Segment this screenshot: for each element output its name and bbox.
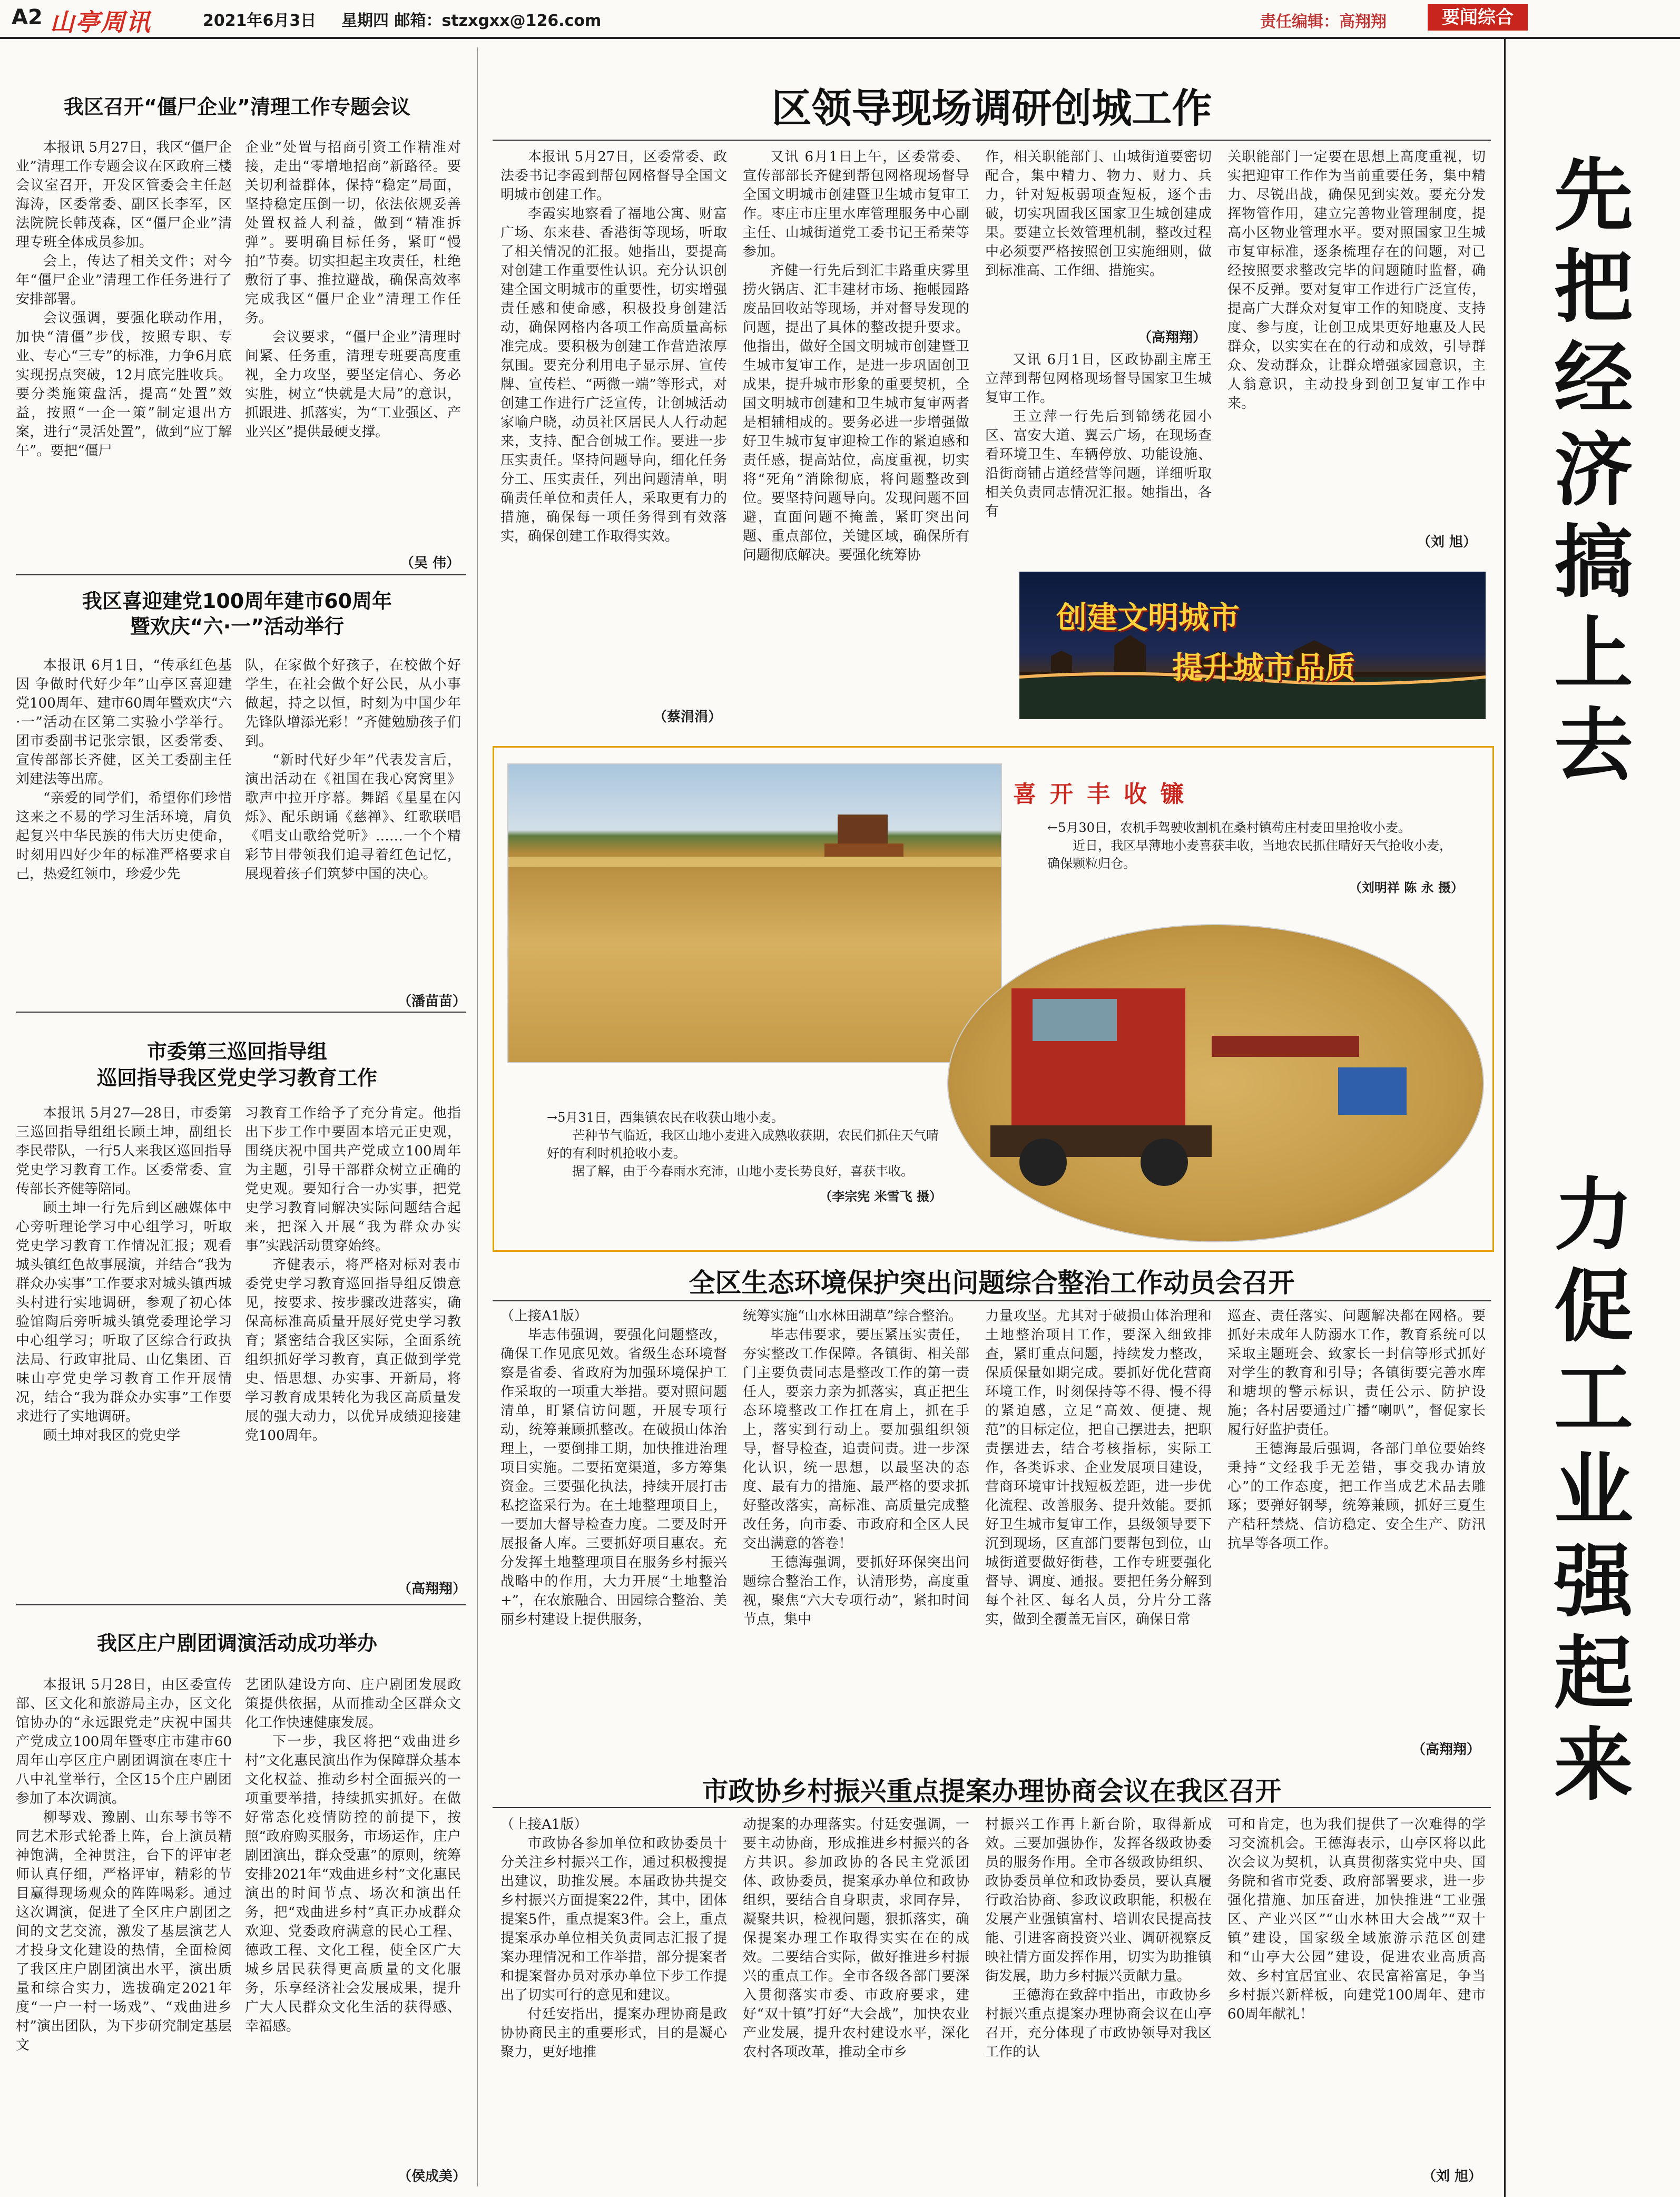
- article-paragraph: 王德海强调，要抓好环保突出问题综合整治工作，认清形势，高度重视，聚焦“六大专项行动”，紧扣时间节点，集中: [743, 1555, 969, 1627]
- article-paragraph: 齐健表示，将严格对标对表市委党史学习教育巡回指导组反馈意见，按要求、按步骤改进落实，确保高标准高质量开展好党史学习教育；紧密结合我区实际，全面系统组织抓好学习教育，真正做到学党史、悟思想、办实事、开新局，将学习教育成果转化为我区高质量发展的强大动力，以优异成绩迎接建党100周年。: [245, 1257, 461, 1444]
- article-paragraph: 作，相关职能部门、山城街道要密切配合，集中精力、物力、财力、兵力，针对短板弱项查短板，逐个击破，切实巩固我区国家卫生城创建成果。要建立长效管理机制，整改过程中必须要严格按照创卫实施细则，做到标准高、工作细、措施实。: [985, 149, 1212, 279]
- caption-text: ←5月30日，农机手驾驶收割机在桑村镇苟庄村麦田里抢收小麦。: [1047, 820, 1411, 835]
- civilization-banner: [1019, 572, 1486, 719]
- article-paragraph: 齐健一行先后到汇丰路重庆雾里捞火锅店、汇丰建材市场、拖帳园路废品回收站等现场，并对督导发现的问题，提出了具体的整改提升要求。他指出，做好全国文明城市创建暨卫生城市复审工作，是进一步巩固创卫成果，提升城市形象的重要契机，全国文明城市创建和卫生城市复审两者是相辅相成的。要务必进一步增强做好卫生城市复审迎检工作的紧迫感和责任感，提高站位，高度重视，切实将“死角”消除彻底，将问题整改到位。要坚持问题导向。发现问题不回避，直面问题不掩盖，紧盯突出问题、重点部位，关键区域，确保所有问题彻底解决。要强化统筹协: [743, 263, 969, 563]
- article-paragraph: 力量攻坚。尤其对于破损山体治理和土地整治项目工作，要深入细致排查，紧盯重点问题，持续发力整改，保质保量如期完成。要抓好优化营商环境工作，时刻保持等不得、慢不得的紧迫感，立足“高效、便捷、规范”的目标定位，把自己摆进去，把职责摆进去，结合考核指标，实际工作，各类诉求、企业发展项目建设，营商环境审计找短板差距，进一步优化流程、改善服务、提升效能。要抓好卫生城市复审工作，县级领导要下沉到现场，区直部门要帮包到位，山城街道要做好街巷，工作专班要强化督导、调度、通报。要把任务分解到每个社区、每名人员，分片分工落实，做到全覆盖无盲区，确保日常: [985, 1308, 1212, 1627]
- caption-2: [547, 1109, 942, 1205]
- article-title: 全区生态环境保护突出问题综合整治工作动员会召开: [689, 1268, 1295, 1298]
- article-subtitle: 巡回指导我区党史学习教育工作: [96, 1066, 377, 1090]
- article-title: 我区喜迎建党100周年建市60周年: [82, 590, 392, 613]
- slogan-column: [1504, 37, 1680, 2197]
- article-column: [743, 1815, 969, 2184]
- article-column: [16, 1104, 232, 1596]
- byline: （蔡涓涓）: [653, 709, 722, 725]
- article-paragraph: 习教育工作给予了充分肯定。他指出下步工作中要固本培元正史观，围绕庆祝中国共产党成立100周年为主题，引导干部群众树立正确的党史观。要知行合一办实事，把党史学习教育同解决实际问题结合起来，把深入开展“我为群众办实事”实践活动贯穿始终。: [245, 1105, 461, 1254]
- banner-line-1: 创建文明城市: [1056, 600, 1240, 635]
- masthead-brand: 山亭周讯: [50, 8, 151, 36]
- byline: （高翔翔）: [1138, 330, 1207, 346]
- article-paragraph: 毕志伟强调，要强化问题整改，确保工作见底见效。省级生态环境督察是省委、省政府为加强环境保护工作采取的一项重大举措。要对照问题清单，盯紧信访问题，开展专项行动，统筹兼顾抓整改。在破损山体治理上，一要倒排工期，加快推进治理项目实施。二要拓宽渠道，多方筹集资金。三要强化执法，持续开展打击私挖盗采行为。在土地整理项目上，一要加大督导检查力度。二要及时开展报备人库。三要抓好项目惠农。充分发挥土地整理项目在服务乡村振兴战略中的作用，大力开展“土地整治+”，在农旅融合、田园综合整治、美丽乡村建设上提供服务，: [500, 1327, 727, 1627]
- article-paragraph: 又讯 6月1日，区政协副主席王立萍到帮包网格现场督导国家卫生城复审工作。: [985, 352, 1212, 406]
- article-title: 市委第三巡回指导组: [146, 1040, 327, 1063]
- byline: （潘苗苗）: [398, 994, 467, 1009]
- harvester-scene: [508, 764, 1001, 1062]
- article-paragraph: 可和肯定，也为我们提供了一次难得的学习交流机会。王德海表示，山亭区将以此次会议为契机，认真贯彻落实党中央、国务院和省市党委、政府部署要求，进一步强化措施、加压奋进，加快推进“工业强区、产业兴区”“山水林田大会战”“双十镇”建设，国家级全域旅游示范区创建和“山亭大公园”建设，促进农业高质高效、乡村宜居宜业、农民富裕富足，争当乡村振兴新样板，向建党100周年、建市60周年献礼！: [1227, 1817, 1486, 2022]
- continued-from: （上接A1版）: [500, 1308, 588, 1324]
- article-paragraph: 村振兴工作再上新台阶，取得新成效。三要加强协作，发挥各级政协委员的服务作用。全市各级政协组织、政协委员单位和政协委员，要认真履行政治协商、参政议政职能，积极在发展产业强镇富村、培训农民提高技能、引进客商投资兴业、调研视察反映社情方面发挥作用，切实为助推镇街发展，助力乡村振兴贡献力量。: [985, 1817, 1212, 1984]
- caption-text: 据了解，由于今春雨水充沛，山地小麦长势良好，喜获丰收。: [572, 1164, 913, 1179]
- article-paragraph: 艺团队建设方向、庄户剧团发展政策提供依据，从而推动全区群众文化工作快速健康发展。: [245, 1677, 461, 1731]
- article-paragraph: 统筹实施“山水林田湖草”综合整治。: [743, 1308, 962, 1324]
- responsible-editor: 责任编辑：高翔翔: [1260, 13, 1387, 31]
- byline: （侯成美）: [398, 2169, 467, 2184]
- article-column: [985, 350, 1212, 546]
- article-paragraph: 下一步，我区将把“戏曲进乡村”文化惠民演出作为保障群众基本文化权益、推动乡村全面振兴的一项重要举措，持续抓实抓好。在做好常态化疫情防控的前提下，按照“政府购买服务，市场运作，庄户剧团演出，群众受惠”的原则，统筹安排2021年“戏曲进乡村”文化惠民演出的时间节点、场次和演出任务，把“戏曲进乡村”真正办成群众欢迎、党委政府满意的民心工程、德政工程、文化工程，使全区广大城乡居民获得更高质量的文化服务，乐享经济社会发展成果，提升广大人民群众文化生活的获得感、幸福感。: [245, 1734, 461, 2034]
- photo-credit: （李宗宪 米雪飞 摄）: [819, 1189, 942, 1204]
- continued-from: （上接A1版）: [500, 1817, 588, 1832]
- article-paragraph: 顾土坤一行先后到区融媒体中心旁听理论学习中心组学习，听取党史学习教育工作情况汇报；观看城头镇红色故事展演，并结合“我为群众办实事”工作要求对城头镇西城头村进行实地调研，参观了初心体验馆陶后旁听城头镇党委理论学习中心组学习；听取了区综合行政执法局、行政审批局、山亿集团、百味山亭党史学习教育工作开展情况，结合“我为群众办实事”工作要求进行了实地调研。: [16, 1200, 232, 1425]
- byline: （高翔翔）: [398, 1581, 467, 1597]
- article-paragraph: 王德海在致辞中指出，市政协乡村振兴重点提案办理协商会议在山亭召开，充分体现了市政协领导对我区工作的认: [985, 1987, 1212, 2060]
- caption-text: 近日，我区早薄地小麦喜获丰收，当地农民抓住晴好天气抢收小麦，确保颗粒归仓。: [1047, 838, 1452, 871]
- article-paragraph: 本报讯 5月27—28日，市委第三巡回指导组组长顾土坤，副组长李民带队，一行5人来我区巡回指导党史学习教育工作。区委常委、宣传部长齐健等陪同。: [16, 1105, 232, 1197]
- divider: [16, 1012, 466, 1013]
- article-column: [1227, 1307, 1486, 1686]
- byline: （吴 伟）: [400, 555, 460, 571]
- article-paragraph: 付廷安指出，提案办理协商是政协协商民主的重要形式，目的是凝心聚力，更好地推: [500, 2006, 727, 2060]
- article-paragraph: 企业”处置与招商引资工作精准对接，走出“零增地招商”新路径。要关切利益群体，保持“稳定”局面，坚持稳定压倒一切，依法依规妥善处置权益人利益，做到“精准拆弹”。要明确目标任务，紧盯“慢拍”节奏。切实担起主攻责任，杜绝敷衍了事、推拉避战，确保高效率完成我区“僵尸企业”清理工作任务。: [245, 140, 461, 326]
- article-column: [500, 1307, 727, 1739]
- article-title: 我区召开“僵尸企业”清理工作专题会议: [64, 95, 410, 119]
- article-column: [245, 1675, 461, 2163]
- article-paragraph: 会议强调，要强化联动作用，加快“清僵”步伐，按照专职、专业、专心“三专”的标准，力争6月底实现拐点突破，12月底完胜收兵。要分类施策盘活，提高“处置”效益，按照“一企一策”制定退出方案，进行“灵活处置”，做到“应丁解午”。要把“僵尸: [16, 310, 232, 459]
- combine-harvester: [948, 925, 1483, 1241]
- article-title: 我区庄户剧团调演活动成功举办: [96, 1632, 377, 1655]
- article-column: [500, 148, 727, 717]
- article-paragraph: 顾土坤对我区的党史学: [43, 1428, 181, 1444]
- banner-line-2: 提升城市品质: [1172, 650, 1356, 685]
- lead-headline: 区领导现场调研创城工作: [771, 85, 1212, 132]
- article-paragraph: 动提案的办理落实。付廷安强调，一要主动协商，形成推进乡村振兴的各方共识。参加政协的各民主党派团体、政协委员，提案承办单位和政协组织，要结合自身职责，求同存异，凝聚共识，检视问题，狠抓落实，确保提案办理工作取得实实在在的成效。二要结合实际，做好推进乡村振兴的重点工作。全市各级各部门要深入贯彻落实市委、市政府要求，建好“双十镇”打好“大会战”，加快农业产业发展，提升农村建设水平，深化农村各项改革，推动全市乡: [743, 1817, 969, 2060]
- byline: （刘 旭）: [1422, 2169, 1482, 2184]
- article-column: [743, 1307, 969, 1739]
- photo-feature-title: 喜开丰收镰: [1013, 781, 1197, 808]
- article-paragraph: 关职能部门一定要在思想上高度重视，切实把迎审工作作为当前重要任务，集中精力、尽锐出战，确保见到实效。要充分发挥物管作用，建立完善物业管理制度，提高小区物业管理水平。要对照国家卫生城市复审标准，逐条梳理存在的问题，对已经按照要求整改完毕的问题随时监督，确保不反弹。要对复审工作进行广泛宣传，提高广大群众对复审工作的知晓度、支持度、参与度，让创卫成果更好地惠及人民群众，以实实在在的行动和成效，引导群众、发动群众，让群众增强家园意识，主人翁意识，主动投身到创卫复审工作中来。: [1227, 149, 1486, 411]
- harvest-photo: [947, 924, 1484, 1242]
- caption-text: 芒种节气临近，我区山地小麦进入成熟收获期，农民们抓住天气晴好的有利时机抢收小麦。: [547, 1128, 939, 1161]
- article-paragraph: 队，在家做个好孩子，在校做个好学生，在社会做个好公民，从小事做起，持之以恒，时刻为中国少年先锋队增添光彩！”齐健勉励孩子们到。: [245, 658, 461, 749]
- article-subtitle: 暨欢庆“六·一”活动举行: [130, 615, 345, 638]
- page-number: A2: [12, 5, 43, 30]
- article-column: [985, 1815, 1212, 2184]
- article-column: [1227, 1815, 1486, 2159]
- article-paragraph: 毕志伟要求，要压紧压实责任，夯实整改工作保障。各镇街、相关部门主要负责同志是整改工作的第一责任人，要亲力亲为抓落实，真正把生态环境整改工作扛在肩上，抓在手上，落实到行动上。要加强组织领导，督导检查，追责问责。进一步深化认识，统一思想，以最坚决的态度、最有力的措施、最严格的要求抓好整改落实，高标准、高质量完成整改任务，向市委、市政府和全区人民交出满意的答卷！: [743, 1327, 969, 1552]
- article-paragraph: “亲爱的同学们，希望你们珍惜这来之不易的学习生活环境，肩负起复兴中华民族的伟大历史使命，时刻用四好少年的标准严格要求自己，热爱红领巾，珍爱少先: [16, 790, 232, 882]
- byline: （刘 旭）: [1417, 534, 1477, 550]
- article-paragraph: 巡查、责任落实、问题解决都在网格。要抓好未成年人防溺水工作，教育系统可以采取主题班会、致家长一封信等形式抓好对学生的教育和引导；各镇街要完善水库和塘坝的警示标识，责任公示、防护设施；各村居要通过广播“喇叭”，督促家长履行好监护责任。: [1227, 1308, 1486, 1438]
- article-paragraph: 李霞实地察看了福地公寓、财富广场、东来巷、香港街等现场，听取了相关情况的汇报。她指出，要提高对创建工作重要性认识。充分认识创建全国文明城市的重要性，切实增强责任感和使命感，积极投身创建活动，确保网格内各项工作高质量高标准完成。要积极为创建工作营造浓厚氛围。要充分利用电子显示屏、宣传牌、宣传栏、“两微一端”等形式，对创建工作进行广泛宣传，让创城活动家喻户晓，动员社区居民人人行动起来，支持、配合创城工作。要进一步压实责任。坚持问题导向，细化任务分工、压实责任，列出问题清单，明确责任单位和责任人，采取更有力的措施，确保每一项任务得到有效落实，确保创建工作取得实效。: [500, 206, 727, 544]
- article-column: [500, 1815, 727, 2184]
- article-column: [16, 656, 232, 999]
- article-title: 市政协乡村振兴重点提案办理协商会议在我区召开: [702, 1776, 1282, 1807]
- article-paragraph: 本报讯 5月27日，我区“僵尸企业”清理工作专题会议在区政府三楼会议室召开，开发区管委会主任赵海涛，区委常委、副区长李军，区法院院长韩茂森，区“僵尸企业”清理专班全体成员参加。: [16, 140, 232, 250]
- caption-text: →5月31日，西集镇农民在收获山地小麦。: [547, 1110, 784, 1125]
- article-paragraph: 王立萍一行先后到锦绣花园小区、富安大道、翼云广场，在现场查看环境卫生、车辆停放、功能设施、沿街商铺占道经营等问题，详细听取相关负责同志情况汇报。她指出，各有: [985, 409, 1212, 519]
- article-column: [16, 1675, 232, 2181]
- slogan-line-2: 力促工业强起来: [1554, 1170, 1633, 1811]
- article-column: [743, 148, 969, 732]
- article-column: [245, 138, 461, 496]
- caption-1: [1047, 819, 1463, 897]
- article-paragraph: 会上，传达了相关文件；对今年“僵尸企业”清理工作任务进行了安排部署。: [16, 253, 232, 307]
- article-paragraph: 又讯 6月1日上午，区委常委、宣传部部长齐健到帮包网格现场督导全国文明城市创建暨卫生城市复审工作。枣庄市庄里水库管理服务中心副主任、山城街道党工委书记王希荣等参加。: [743, 149, 969, 260]
- divider: [493, 140, 1491, 141]
- article-column: [16, 138, 232, 543]
- page-header: [0, 0, 1680, 39]
- divider: [493, 1807, 1491, 1808]
- divider: [16, 574, 466, 575]
- article-paragraph: 本报讯 6月1日，“传承红色基因 争做时代好少年”山亭区喜迎建党100周年、建市60周年暨欢庆“六·一”活动在区第二实验小学举行。团市委副书记张宗银，区委常委、宣传部部长齐健，区关工委副主任刘建法等出席。: [16, 658, 232, 787]
- article-paragraph: 市政协各参加单位和政协委员十分关注乡村振兴工作，通过积极搜提出建议，助推发展。本届政协共提交乡村振兴方面提案22件，其中，团体提案5件，重点提案3件。会上，重点提案承办单位相关负责同志汇报了提案办理情况和工作举措，部分提案者和提案督办员对承办单位下步工作提出了切实可行的意见和建议。: [500, 1836, 727, 2003]
- wheat-field-photo: [507, 763, 1002, 1063]
- column-divider: [477, 47, 478, 2186]
- article-column: [245, 656, 461, 977]
- photo-feature: [493, 746, 1494, 1252]
- article-paragraph: 王德海最后强调，各部门单位要始终秉持“文经我手无差错，事交我办请放心”的工作态度，把工作当成艺术品去雕琢；要弹好钢琴，统筹兼顾，抓好三夏生产秸秆禁烧、信访稳定、安全生产、防汛抗旱等各项工作。: [1227, 1441, 1486, 1552]
- article-column: [985, 1307, 1212, 1739]
- issue-date: 2021年6月3日: [203, 12, 317, 30]
- article-paragraph: 本报讯 5月28日，由区委宣传部、区文化和旅游局主办，区文化馆协办的“永远跟党走”庆祝中国共产党成立100周年暨枣庄市建市60周年山亭区庄户剧团调演在枣庄十八中礼堂举行，全区15个庄户剧团参加了本次调演。: [16, 1677, 232, 1807]
- section-badge: 要闻综合: [1428, 4, 1528, 31]
- photo-credit: （刘明祥 陈 永 摄）: [1349, 880, 1463, 895]
- article-column: [1227, 148, 1486, 527]
- article-paragraph: 本报讯 5月27日，区委常委、政法委书记李霞到帮包网格督导全国文明城市创建工作。: [500, 149, 727, 203]
- divider: [493, 1300, 1491, 1301]
- article-paragraph: 柳琴戏、豫剧、山东琴书等不同艺术形式轮番上阵，台上演员精神饱满，全神贯注，台下的评审老师认真仔细，严格评审，精彩的节目赢得现场观众的阵阵喝彩。通过这次调演，促进了全区庄户剧团之间的文艺交流，激发了基层演艺人才投身文化建设的热情，全面检阅了我区庄户剧团演出水平，演出质量和综合实力，选拔确定2021年度“一户一村一场戏”、“戏曲进乡村”演出团队，为下步研究制定基层文: [16, 1810, 232, 2053]
- weekday-email: 星期四 邮箱：stzxgxx@126.com: [341, 12, 602, 30]
- divider: [16, 1604, 466, 1605]
- slogan-line-1: 先把经济搞上去: [1554, 150, 1633, 792]
- article-column: [245, 1104, 461, 1575]
- article-paragraph: “新时代好少年”代表发言后，演出活动在《祖国在我心窝窝里》歌声中拉开序幕。舞蹈《星星在闪烁》、配乐朗诵《慈禅》、红歌联唱《唱支山歌给党听》……一个个精彩节目带领我们追寻着红色记忆，展现着孩子们筑梦中国的决心。: [245, 752, 461, 882]
- byline: （高翔翔）: [1412, 1742, 1481, 1758]
- article-paragraph: 会议要求，“僵尸企业”清理时间紧、任务重，清理专班要高度重视，全力攻坚，要坚定信心、务必实胜，树立“快就是大局”的意识，抓跟进、抓落实，为“工业强区、产业兴区”提供最硬支撑。: [245, 329, 461, 440]
- article-column: [985, 148, 1212, 325]
